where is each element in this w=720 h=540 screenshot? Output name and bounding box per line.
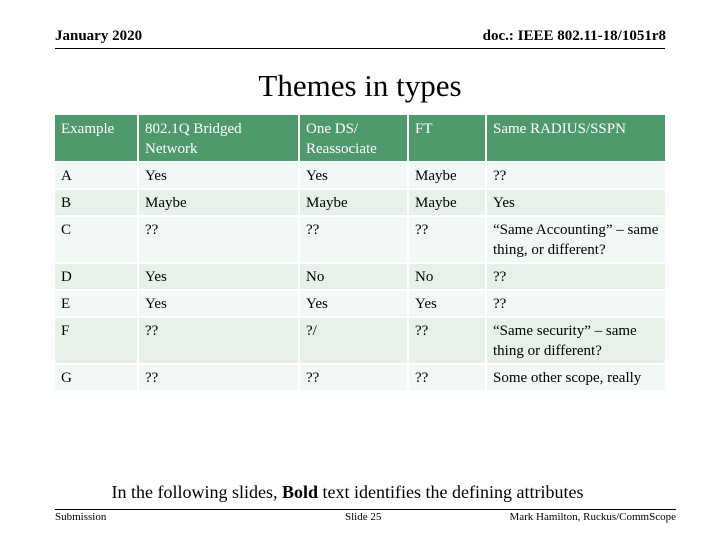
table-cell: “Same Accounting” – same thing, or different?: [487, 217, 665, 264]
table-cell: ??: [139, 217, 300, 264]
column-header-radius-sspn: Same RADIUS/SSPN: [487, 115, 665, 163]
table-cell: Yes: [487, 190, 665, 217]
table-cell: Yes: [139, 264, 300, 291]
table-cell: E: [55, 291, 139, 318]
table-cell: ??: [300, 217, 409, 264]
column-header-example: Example: [55, 115, 139, 163]
column-header-ft: FT: [409, 115, 487, 163]
table-cell: ?/: [300, 318, 409, 365]
header-doc-id: doc.: IEEE 802.11-18/1051r8: [482, 28, 666, 44]
table-row: [55, 318, 665, 365]
table-cell: B: [55, 190, 139, 217]
table-header-row: [55, 115, 665, 163]
footer-author: Mark Hamilton, Ruckus/CommScope: [509, 511, 676, 523]
table-cell: ??: [409, 217, 487, 264]
table-cell: C: [55, 217, 139, 264]
table-cell: Yes: [139, 291, 300, 318]
table-cell: ??: [300, 365, 409, 392]
footnote-lead: In the following slides,: [111, 482, 278, 502]
footnote-bold-word: Bold: [282, 482, 319, 502]
footer-submission: Submission: [55, 511, 107, 523]
table-cell: ??: [409, 365, 487, 392]
table-cell: No: [409, 264, 487, 291]
table-cell: D: [55, 264, 139, 291]
table-cell: ??: [139, 318, 300, 365]
table-row: [55, 190, 665, 217]
table-cell: Yes: [139, 163, 300, 190]
table-cell: A: [55, 163, 139, 190]
header-date: January 2020: [55, 28, 143, 44]
table-cell: “Same security” – same thing or different?: [487, 318, 665, 365]
table-cell: No: [300, 264, 409, 291]
table-cell: Maybe: [139, 190, 300, 217]
table-row: [55, 163, 665, 190]
themes-table: [55, 115, 665, 392]
footnote: [0, 482, 695, 503]
table-row: [55, 264, 665, 291]
table-cell: Maybe: [300, 190, 409, 217]
header-divider: [55, 48, 665, 49]
table-row: [55, 217, 665, 264]
table-cell: ??: [487, 291, 665, 318]
column-header-bridged-network: 802.1Q Bridged Network: [139, 115, 300, 163]
table-row: [55, 365, 665, 392]
table-cell: Yes: [300, 163, 409, 190]
column-header-one-ds: One DS/ Reassociate: [300, 115, 409, 163]
table-cell: ??: [409, 318, 487, 365]
table-cell: Yes: [300, 291, 409, 318]
table-cell: F: [55, 318, 139, 365]
table-cell: Yes: [409, 291, 487, 318]
table-row: [55, 291, 665, 318]
table-cell: Maybe: [409, 190, 487, 217]
table-cell: Some other scope, really: [487, 365, 665, 392]
footer-divider: [55, 509, 676, 510]
table-cell: Maybe: [409, 163, 487, 190]
slide-title: Themes in types: [258, 68, 462, 103]
table-cell: ??: [139, 365, 300, 392]
table-cell: G: [55, 365, 139, 392]
footnote-tail: text identifies the defining attributes: [322, 482, 584, 502]
table-cell: ??: [487, 264, 665, 291]
footer-slide-number: Slide 25: [345, 511, 382, 523]
table-cell: ??: [487, 163, 665, 190]
